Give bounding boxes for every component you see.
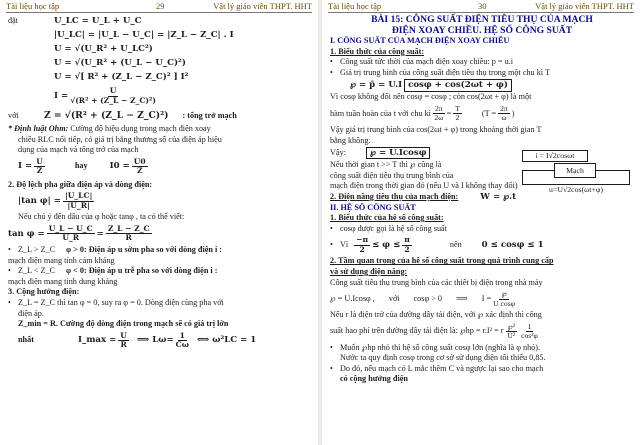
cos-definition: cosφ được gọi là hệ số công suất: [340, 223, 447, 233]
period-fraction-1: [433, 105, 445, 123]
period-frac2-num: T: [455, 104, 460, 114]
importance-I-num: ℘: [501, 289, 507, 299]
tan-fraction-1: [47, 225, 95, 243]
resonance-frac-den: R: [120, 340, 127, 350]
cos-range-vi: Vì: [340, 240, 349, 250]
tan-num-2: Z_L − Z_C: [107, 224, 150, 234]
tan-abs-num: |U_LC|: [65, 191, 93, 201]
power-eq-box: cosφ + cos(2ωt + φ): [404, 79, 512, 92]
tong-tro-label: : tổng trở mạch: [182, 110, 237, 120]
dat-label: đặt: [8, 15, 19, 25]
section-I-2-title: 2. Điện năng tiêu thụ của mạch điện:: [330, 191, 459, 201]
resonance-fraction: [118, 332, 129, 350]
loss-frac1-num: ℘²: [507, 321, 516, 331]
phi-min-fraction: [354, 236, 370, 254]
eq-i-denominator: √(R² + (Z_L − Z_C)²): [70, 95, 156, 105]
right-page-content: BÀI 15: CÔNG SUẤT ĐIỆN TIÊU THỤ CỦA MẠCH ĐIỆN XOAY CHIỀU. HỆ SỐ CÔNG SUẤT I. CÔNG SUẤT CỦA MẠCH ĐIỆN XOAY CHIỀU 1. Biểu thức của công suất: • Công suất tức thời của mạch điện xoay chiều: p = u.i • Giá trị trung bình của công suất điện tiêu thụ trong một chu kì T ℘ = p̄ = U.I cosφ + cos(2ωt + φ) Vì cosφ không đổi nên cosφ = cosφ ; còn cos(2ωt + φ) là một hàm tuần hoàn của t với chu kì $\frac{2\pi}{2\omega}$ = $\frac{T}{2}$ (T = $\frac{2\pi}{\omega}$ ) Vậy giá trị trung bình của cos(2ωt + φ) trong khoảng thời gian T bằng không. Vậy: ℘ = U.Icosφ Nếu thời gian t >> T thì ℘ cũng là công suất điện tiêu thụ trung bình của mạch điện trong thời gian đó (nếu U và I không thay đổi) 2. Điện năng tiêu thụ của mạch điện: W = ℘.t II. HỆ SỐ CÔNG SUẤT 1. Biểu thức của hệ số công suất: • cosφ được gọi là hệ số công suất • Vì $\frac{-\pi}{2}$ ≤ φ ≤ $\frac{\pi}{2}$ nên 0 ≤ cosφ ≤ 1 2. Tầm quan trọng của hệ số công suất trong quá trình cung cấp và sử dụng điện năng: Công suất tiêu thụ trung bình của các thiết bị điện trong nhà máy ℘ = U.Icosφ , với cosφ > 0 ⟹ I = $\frac{℘}{\text{U cosφ}}$ Nếu r là điện trở của đường dây tải điện, với ℘ xác định thì công suất hao phí trên đường dây tải điện là: ℘hp = r.I² = r $\frac{\text{℘²}}{\text{U²}}$ $\frac{1}{\text{cos²φ}}$ • Muốn ℘hp nhỏ thì hệ số công suất cosφ lớn (nghĩa là φ nhỏ). Nước ta quy định cosφ trong cơ sở sử dụng điện tối thiểu 0,85. • Do đó, nếu mạch có L mắc thêm C và ngược lại sao cho mạch có cộng hưởng điện: [330, 14, 634, 385]
eq-i-fraction: [70, 87, 156, 105]
tan-abs-label: |tan φ| =: [18, 196, 61, 207]
circuit-diagram: [522, 150, 632, 198]
ohm-frac2-num: U0: [133, 156, 146, 166]
phi-min-num: −π: [356, 235, 369, 245]
energy-eq: W = ℘.t: [480, 191, 517, 202]
period-T-num: 2π: [500, 104, 508, 114]
eq-u-1: U = √(U_R² + U_LC²): [54, 43, 153, 54]
left-header-left: Tài liệu học tập: [6, 1, 60, 11]
ohm-fraction-2: [132, 158, 148, 176]
circuit-box: Mạch: [554, 163, 596, 178]
circuit-current-label: i = I√2cosωt: [522, 150, 588, 162]
ohm-frac-den: Z: [36, 166, 43, 176]
lesson-title-1: BÀI 15: CÔNG SUẤT ĐIỆN TIÊU THỤ CỦA MẠCH: [371, 14, 593, 25]
case-1-condition: Z_L > Z_C: [18, 244, 56, 254]
resonance-frac-num: U: [120, 330, 127, 340]
average-text-1: Vậy giá trị trung bình của cos(2ωt + φ) trong khoảng thời gian T: [330, 124, 542, 134]
period-frac2-den: 2: [455, 113, 460, 123]
tan-fraction-2: [106, 225, 152, 243]
power-eq: ℘ = p̄ = U.I: [350, 80, 403, 91]
period-T-fraction: [498, 105, 510, 123]
ohm-frac-num: U: [36, 156, 43, 166]
loss-text-1: Nếu r là điện trở của đường dây tải điện, với ℘ xác định thì công: [330, 310, 542, 320]
phi-range-mid: ≤ φ ≤: [372, 240, 401, 251]
section-II-2-title: 2. Tầm quan trọng của hệ số công suất trong quá trình cung cấp: [330, 256, 554, 266]
period-T-label: (T =: [481, 108, 497, 118]
cos-range: 0 ≤ cosφ ≤ 1: [481, 240, 544, 251]
conclusion-1: Muốn ℘hp nhỏ thì hệ số công suất cosφ lớn (nghĩa là φ nhỏ).: [340, 342, 541, 352]
tan-den-1: U_R: [62, 233, 80, 243]
bullet-instant-power: Công suất tức thời của mạch điện xoay chiều: p = u.i: [340, 57, 514, 67]
importance-I-fraction: [493, 290, 515, 308]
ohm-title: * Định luật Ohm:: [8, 124, 69, 133]
conclusion-4: có cộng hưởng điện: [340, 374, 408, 384]
right-header-right: Vật lý giáo viên THPT. HHT: [535, 1, 634, 11]
importance-arrow: ⟹: [456, 293, 468, 303]
resonance-line-1: Z_L = Z_C thì tan φ = 0, suy ra φ = 0. Dòng điện cùng pha với: [18, 297, 224, 307]
loss-frac2-den: cos²φ: [521, 331, 538, 341]
period-text: hàm tuần hoàn của t với chu kì: [330, 108, 431, 118]
left-page: [0, 0, 318, 445]
tan-num-1: U_L − U_C: [48, 224, 93, 234]
section-I-1-title: 1. Biểu thức của công suất:: [330, 46, 425, 56]
conclusion-3: Do đó, nếu mạch có L mắc thêm C và ngược lại sao cho mạch: [340, 363, 544, 373]
tan-abs-den: |U_R|: [67, 200, 90, 210]
ohm-hay: hay: [74, 161, 88, 171]
long-time-text-1: Nếu thời gian t >> T thì ℘ cũng là: [330, 160, 442, 170]
circuit-wire-right: [629, 170, 630, 184]
importance-I-den: U cosφ: [493, 298, 516, 308]
eq-z: Z = √(R² + (Z_L − Z_C)²): [44, 109, 169, 121]
voi-label: với: [8, 110, 19, 120]
right-header-page-number: 30: [478, 1, 487, 11]
resonance-end: ⟺ ω²LC = 1: [196, 335, 257, 346]
loss-fraction-1: [506, 323, 518, 341]
eq-ulc-abs: |U_LC| = |U_L − U_C| = |Z_L − Z_C| . I: [54, 29, 234, 40]
resonance-fraction-2: [176, 332, 189, 350]
section-II-2-title-b: và sử dụng điện năng:: [330, 266, 408, 276]
ohm-text-3: dụng của mạch và tổng trở của mạch: [18, 145, 139, 155]
right-header-left: Tài liệu học tập: [328, 1, 382, 11]
case-2-result: φ < 0: Điện áp u trễ pha so với dòng điện i :: [66, 266, 218, 276]
long-time-text-3: mạch điện trong thời gian đó (nếu U và I không thay đổi): [330, 181, 518, 191]
cos-note: Vì cosφ không đổi nên cosφ = cosφ ; còn cos(2ωt + φ) là một: [330, 92, 532, 102]
phi-max-num: π: [404, 235, 410, 245]
vay-label: Vậy:: [330, 147, 346, 157]
average-text-2: bằng không.: [330, 135, 371, 145]
lesson-title-2: ĐIỆN XOAY CHIỀU. HỆ SỐ CÔNG SUẤT: [391, 25, 573, 36]
eq-u-2: U = √(U_R² + (U_L − U_C)²): [54, 57, 186, 68]
importance-power: ℘ = U.Icosφ ,: [330, 293, 375, 303]
circuit-voltage-label: u=U√2cos(ωt+φ): [522, 184, 630, 194]
eq-ulc-vector: U_LC = U_L + U_C: [54, 15, 142, 26]
loss-fraction-2: [521, 323, 538, 341]
period-T-den: ω: [501, 113, 507, 123]
phi-max-den: 2: [404, 244, 410, 254]
importance-I: I =: [481, 293, 492, 303]
sign-note: Nếu chú ý đến dấu của φ hoặc tanφ , ta có thể viết:: [18, 212, 185, 222]
period-fraction-2: [453, 105, 462, 123]
ohm-eq-left: I =: [18, 161, 33, 172]
resonance-line-2: điện áp.: [18, 308, 44, 318]
importance-voi: với: [388, 293, 400, 303]
tan-den-2: R: [125, 233, 132, 243]
left-page-content: đặt U_LC = U_L + U_C |U_LC| = |U_L − U_C| = |Z_L − Z_C| . I U = √(U_R² + U_LC²) U = √(U_R² + (U_L − U_C)²) U = √[ R² + (Z_L − Z_C)² ] I² I = $\frac{U}{\text{√(R² + (Z\_L − Z\_C)²)}}$ với Z = √(R² + (Z_L − Z_C)²) : tổng trở mạch * Định luật Ohm: Cường độ hiệu dụng trong mạch điện xoay chiều RLC nối tiếp, có giá trị bằng thương số của điện áp hiệu dụng của mạch và tổng trở của mạch I = $\frac{U}{Z}$ hay I0 = $\frac{U0}{Z}$ 2. Độ lệch pha giữa điện áp và dòng điện: |tan φ| = $\frac{|U\_LC|}{|U\_R|}$ Nếu chú ý đến dấu của φ hoặc tanφ , ta có thể viết: tan φ = $\frac{U\_L - U\_C}{U\_R}$ = $\frac{Z\_L - Z\_C}{R}$ • Z_L > Z_C φ > 0: Điện áp u sớm pha so với dòng điện i : mạch điện mang tính cảm kháng • Z_L < Z_C φ < 0: Điện áp u trễ pha so với dòng điện i : mạch điện mang tính dung kháng 3. Cộng hưởng điện: • Z_L = Z_C thì tan φ = 0, suy ra φ = 0. Dòng điện cùng pha với điện áp. Z_min = R. Cường độ dòng điện trong mạch sẽ có giá trị lớn nhất I_max = $\frac{U}{R}$ ⟹ Lω= $\frac{1}{C\omega}$ ⟺ ω²LC = 1: [8, 14, 312, 352]
eq-u-3: U = √[ R² + (Z_L − Z_C)² ] I²: [54, 71, 189, 82]
phi-min-den: 2: [359, 244, 365, 254]
section-II-title: II. HỆ SỐ CÔNG SUẤT: [330, 202, 416, 212]
period-equals: =: [446, 108, 452, 118]
eq-i-numerator: U: [109, 86, 117, 96]
left-header-page-number: 29: [156, 1, 165, 11]
left-header-right: Vật lý giáo viên THPT. HHT: [213, 1, 312, 11]
resonance-nhat: nhất: [18, 335, 34, 345]
period-T-close: ): [511, 108, 515, 118]
power-final-box: ℘ = U.Icosφ: [366, 147, 430, 160]
bullet-average-power: Giá trị trung bình của công suất điện tiêu thụ trong một chu kì T: [340, 67, 550, 77]
ohm-text-1: Cường độ hiệu dụng trong mạch điện xoay: [70, 124, 211, 133]
ohm-fraction: [34, 158, 45, 176]
case-1-result: φ > 0: Điện áp u sớm pha so với dòng điện i :: [66, 244, 223, 254]
period-frac1-den: 2ω: [434, 113, 444, 123]
period-frac1-num: 2π: [434, 104, 443, 114]
importance-text-1: Công suất tiêu thụ trung bình của các thiết bị điện trong nhà máy: [330, 277, 543, 287]
resonance-imax: I_max =: [78, 335, 117, 346]
section-2-title: 2. Độ lệch pha giữa điện áp và dòng điện:: [8, 179, 153, 189]
tan-eq-label: tan φ =: [8, 228, 45, 239]
right-page: [322, 0, 640, 445]
case-2-condition: Z_L < Z_C: [18, 266, 56, 276]
importance-cos: cosφ > 0: [413, 293, 442, 303]
section-II-1-title: 1. Biểu thức của hệ số công suất:: [330, 213, 444, 223]
circuit-wire-left: [522, 170, 523, 184]
loss-frac1-den: U²: [507, 331, 516, 341]
resonance-frac2-num: 1: [179, 330, 185, 340]
cos-range-nen: nên: [449, 240, 462, 250]
resonance-mid: ⟹ Lω=: [136, 335, 174, 346]
resonance-frac2-den: Cω: [175, 340, 189, 350]
ohm-text-2: chiều RLC nối tiếp, có giá trị bằng thương số của điện áp hiệu: [18, 134, 222, 144]
eq-i-label: I =: [54, 90, 69, 101]
ohm-frac2-den: Z: [136, 166, 143, 176]
section-3-title: 3. Cộng hưởng điện:: [8, 287, 80, 297]
ohm-eq-right: I0 =: [109, 161, 130, 172]
case-1-type: mạch điện mang tính cảm kháng: [8, 255, 115, 265]
resonance-line-3: Z_min = R. Cường độ dòng điện trong mạch sẽ có giá trị lớn: [18, 319, 229, 329]
conclusion-2: Nước ta quy định cosφ trong cơ sở sử dụng điện tối thiểu 0,85.: [340, 353, 546, 363]
phi-max-fraction: [402, 236, 412, 254]
long-time-text-2: công suất điện tiêu thụ trung bình của: [330, 170, 454, 180]
loss-frac2-num: 1: [527, 321, 532, 331]
section-I-title: I. CÔNG SUẤT CỦA MẠCH ĐIỆN XOAY CHIỀU: [330, 36, 510, 45]
tan-abs-fraction: [63, 192, 94, 210]
right-page-header: [328, 1, 634, 13]
left-page-header: [6, 1, 312, 13]
loss-text-2: suất hao phí trên đường dây tải điện là: ℘hp = r.I² = r: [330, 326, 504, 336]
case-2-type: mạch điện mang tính dung kháng: [8, 276, 118, 286]
